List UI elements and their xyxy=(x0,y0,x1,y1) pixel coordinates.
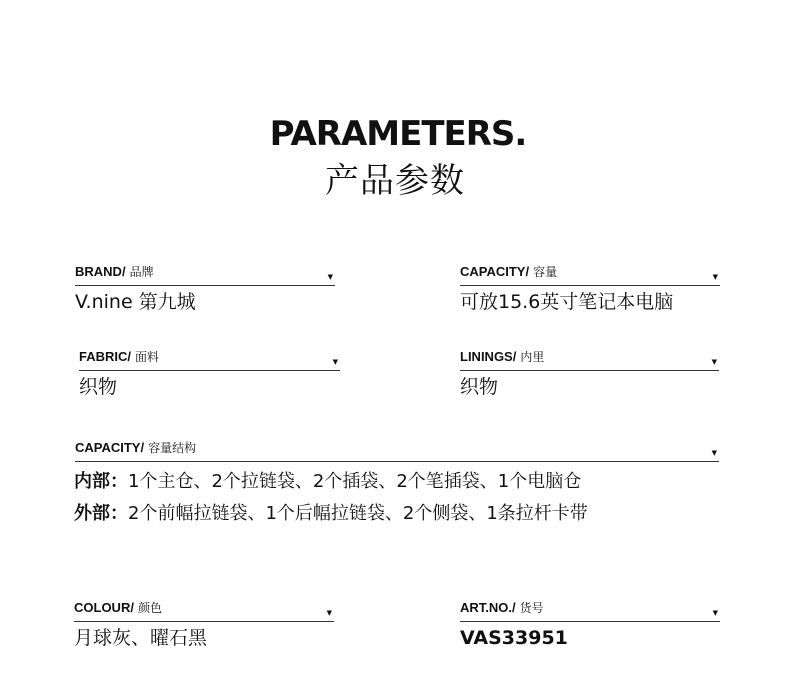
caret-down-icon: ▼ xyxy=(712,609,718,617)
inner-value: 1个主仓、2个拉链袋、2个插袋、2个笔插袋、1个电脑仓 xyxy=(128,471,582,492)
field-label: FABRIC/ 面料 xyxy=(79,349,160,364)
caret-down-icon: ▼ xyxy=(712,273,718,281)
page-title-en: PARAMETERS. xyxy=(269,114,527,154)
field-header xyxy=(79,348,340,371)
field-header xyxy=(75,263,335,286)
field-label: CAPACITY/ 容量 xyxy=(460,264,558,279)
inner-compartments-row xyxy=(74,469,581,495)
caret-down-icon: ▼ xyxy=(327,273,333,281)
field-label: LININGS/ 内里 xyxy=(460,349,545,364)
field-header xyxy=(460,348,719,371)
caret-down-icon: ▼ xyxy=(711,358,717,366)
brand-value: V.nine 第九城 xyxy=(75,291,196,313)
capacity-value: 可放15.6英寸笔记本电脑 xyxy=(460,291,674,313)
field-header xyxy=(460,599,720,622)
field-label: BRAND/ 品牌 xyxy=(75,264,154,279)
outer-compartments-row xyxy=(74,501,588,527)
field-label: CAPACITY/ 容量结构 xyxy=(75,440,197,455)
field-header xyxy=(74,599,334,622)
caret-down-icon: ▼ xyxy=(332,358,338,366)
field-header xyxy=(75,439,719,462)
field-colour xyxy=(74,599,334,651)
caret-down-icon: ▼ xyxy=(326,609,332,617)
field-header xyxy=(460,263,720,286)
field-brand xyxy=(75,263,335,315)
page-title-cn: 产品参数 xyxy=(325,161,465,201)
field-art-no xyxy=(460,599,720,651)
field-label: ART.NO./ 货号 xyxy=(460,600,544,615)
inner-label: 内部： xyxy=(74,471,128,492)
field-capacity-structure xyxy=(75,439,719,462)
field-linings xyxy=(460,348,719,400)
outer-label: 外部： xyxy=(74,503,128,524)
field-capacity xyxy=(460,263,720,315)
linings-value: 织物 xyxy=(460,376,499,398)
fabric-value: 织物 xyxy=(79,376,118,398)
outer-value: 2个前幅拉链袋、1个后幅拉链袋、2个侧袋、1条拉杆卡带 xyxy=(128,503,588,524)
colour-value: 月球灰、曜石黑 xyxy=(74,627,208,649)
field-fabric xyxy=(79,348,340,400)
caret-down-icon: ▼ xyxy=(711,449,717,457)
art-no-value: VAS33951 xyxy=(460,627,568,649)
field-label: COLOUR/ 颜色 xyxy=(74,600,162,615)
